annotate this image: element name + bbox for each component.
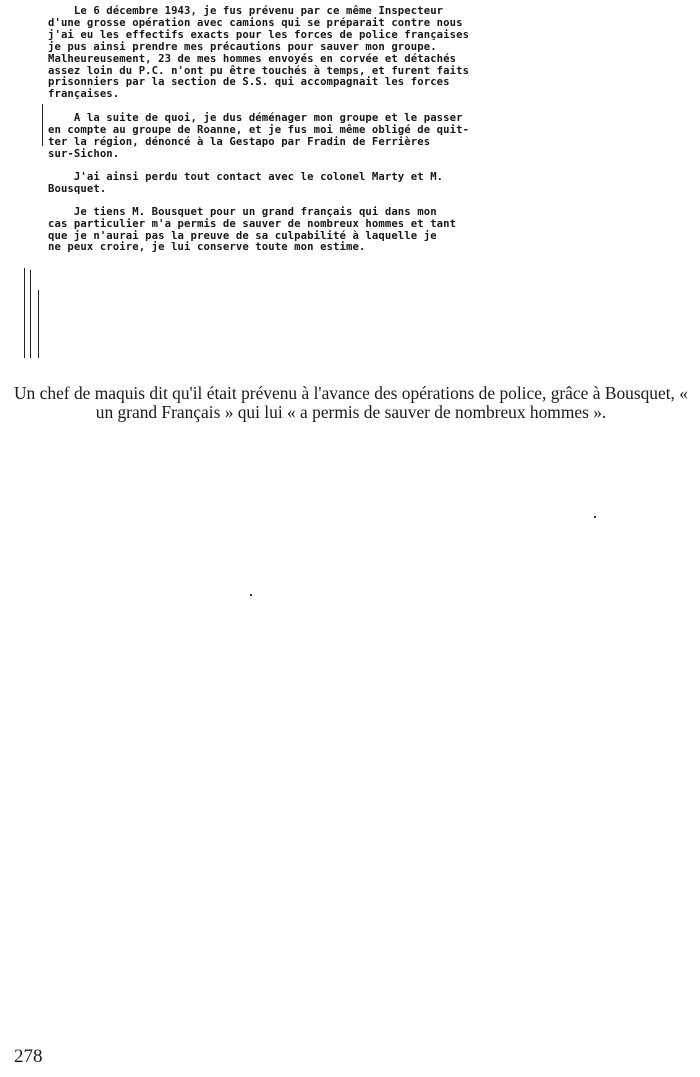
typed-paragraph-4 <box>48 207 688 255</box>
page-number: 278 <box>14 1046 43 1067</box>
typed-line: françaises. <box>48 88 120 101</box>
typed-line: assez loin du P.C. n'ont pu être touchés à temps, et furent faits <box>48 64 470 77</box>
typed-line: je pus ainsi prendre mes précautions pour sauver mon groupe. <box>48 40 437 53</box>
scan-speck <box>250 594 252 596</box>
margin-mark-line <box>38 290 39 358</box>
typed-line: d'une grosse opération avec camions qui se préparait contre nous <box>48 16 463 29</box>
typed-paragraph-1 <box>48 6 688 101</box>
margin-mark-line <box>24 268 25 358</box>
typed-line: prisonniers par la section de S.S. qui accompagnait les forces <box>48 76 450 89</box>
margin-mark-line <box>30 270 31 358</box>
typed-document-excerpt <box>48 6 688 254</box>
typed-line: que je n'aurai pas la preuve de sa culpabilité à laquelle je <box>48 229 437 242</box>
typed-line: Je tiens M. Bousquet pour un grand français qui dans mon <box>48 205 437 218</box>
typed-line: cas particulier m'a permis de sauver de nombreux hommes et tant <box>48 217 457 230</box>
typed-line: Bousquet. <box>48 182 107 195</box>
caption: Un chef de maquis dit qu'il était prévenu à l'avance des opérations de police, grâce à Bousquet, « un grand Français » qui lui « a permis de sauver de nombreux hommes ». <box>14 383 688 422</box>
typed-line: ne peux croire, je lui conserve toute mon estime. <box>48 241 366 254</box>
typed-line: sur-Sichon. <box>48 147 120 160</box>
typed-line: j'ai eu les effectifs exacts pour les forces de police françaises <box>48 28 470 41</box>
typed-line: Le 6 décembre 1943, je fus prévenu par ce même Inspecteur <box>48 5 444 17</box>
margin-mark-bracket <box>42 104 43 146</box>
scan-speck <box>594 516 596 518</box>
typed-line: ter la région, dénoncé à la Gestapo par Fradin de Ferrières <box>48 136 431 149</box>
typed-paragraph-2 <box>48 113 688 161</box>
typed-line: Malheureusement, 23 de mes hommes envoyés en corvée et détachés <box>48 52 457 65</box>
typed-paragraph-3 <box>48 172 688 196</box>
typed-line: en compte au groupe de Roanne, et je fus moi même obligé de quit- <box>48 124 470 137</box>
typed-line: J'ai ainsi perdu tout contact avec le colonel Marty et M. <box>48 170 444 183</box>
typed-line: A la suite de quoi, je dus déménager mon groupe et le passer <box>48 112 463 125</box>
